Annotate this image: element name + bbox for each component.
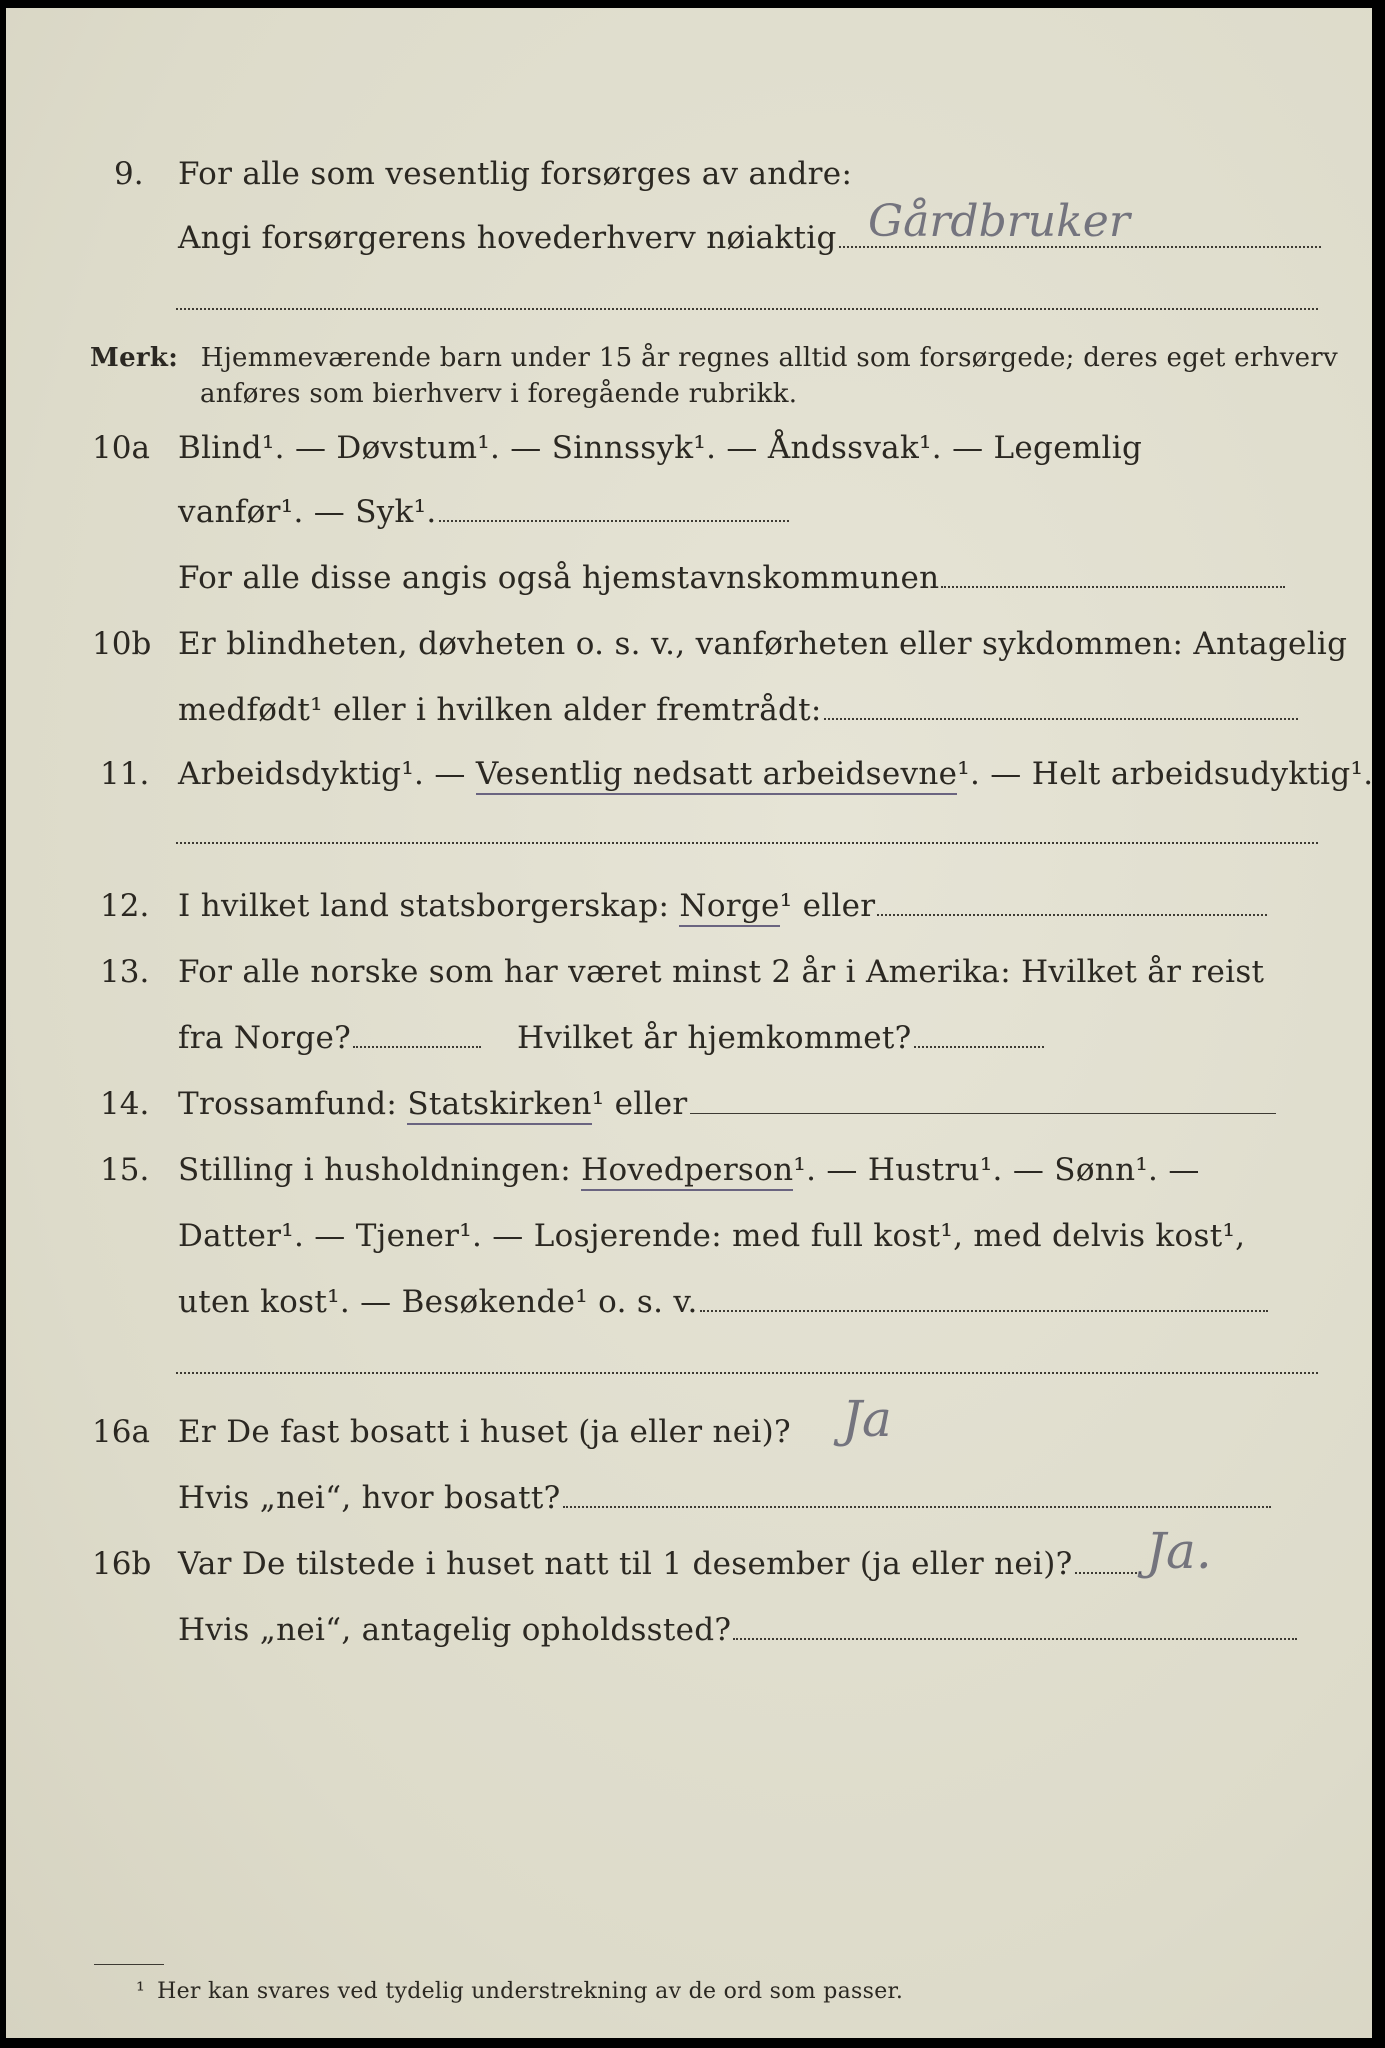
q9-line1: For alle som vesentlig forsørges av andre:	[178, 156, 853, 192]
q9-line2	[178, 218, 1321, 258]
q10a-line2-text: vanfør¹. — Syk¹.	[178, 494, 437, 530]
q16b-line2	[178, 1610, 1297, 1650]
q15-rule	[176, 1372, 1318, 1374]
q16a-line1	[178, 1412, 791, 1452]
q14-number: 14.	[100, 1086, 150, 1122]
footnote	[136, 1972, 903, 2012]
q12-number: 12.	[100, 888, 150, 924]
q14-fill-line	[690, 1113, 1276, 1114]
q16b-fill-line-2	[733, 1638, 1297, 1640]
q13-line1: For alle norske som har været minst 2 år i Amerika: Hvilket år reist	[178, 954, 1265, 990]
census-form-page	[6, 8, 1372, 2038]
q15-line2: Datter¹. — Tjener¹. — Losjerende: med full kost¹, med delvis kost¹,	[178, 1218, 1246, 1254]
q11-rule	[176, 842, 1318, 844]
q10a-line2	[178, 492, 789, 532]
q16b-fill-line	[1075, 1572, 1141, 1574]
q10b-line2-text: medfødt¹ eller i hvilken alder fremtrådt:	[178, 692, 822, 728]
q10a-fill-line-2	[941, 586, 1285, 588]
q9-line2-text: Angi forsørgerens hovederhverv nøiaktig	[178, 220, 837, 256]
merk-label: Merk:	[90, 343, 179, 373]
merk-line1	[90, 338, 1338, 378]
q10b-line2	[178, 690, 1298, 730]
q16b-number: 16b	[92, 1546, 152, 1582]
footnote-mark: ¹	[136, 1979, 146, 2004]
q13-fill-line-b	[914, 1046, 1044, 1048]
q10a-number: 10a	[92, 430, 150, 466]
q13-line2	[178, 1018, 1044, 1058]
q15-line3	[178, 1282, 1268, 1322]
q16a-handwritten-answer: Ja	[842, 1390, 892, 1448]
q16a-line2	[178, 1478, 1271, 1518]
q11-number: 11.	[100, 756, 150, 792]
q9-rule	[176, 308, 1318, 310]
q12-fill-line	[877, 914, 1267, 916]
q16b-line1	[178, 1544, 1141, 1584]
q10b-line1: Er blindheten, døvheten o. s. v., vanførheten eller sykdommen: Antagelig	[178, 626, 1348, 662]
q10b-number: 10b	[92, 626, 152, 662]
q12-line	[178, 886, 1267, 926]
q12-underlined-answer: Norge	[679, 888, 779, 927]
q15-underlined-answer: Hovedperson	[581, 1152, 793, 1191]
q11-part1: Arbeidsdyktig¹. —	[178, 756, 476, 792]
footnote-rule	[94, 1964, 164, 1965]
q12-part1: I hvilket land statsborgerskap:	[178, 888, 680, 924]
q15-line1	[178, 1150, 1200, 1190]
q12-part3: ¹ eller	[779, 888, 876, 924]
q14-part1: Trossamfund:	[178, 1086, 408, 1122]
q10a-line3	[178, 558, 1285, 598]
q13-line2b: Hvilket år hjemkommet?	[517, 1020, 912, 1056]
q10b-fill-line	[824, 718, 1298, 720]
q16a-line1-text: Er De fast bosatt i huset (ja eller nei)?	[178, 1414, 791, 1450]
q11-part3: ¹. — Helt arbeidsudyktig¹.	[957, 756, 1374, 792]
q16a-line2-text: Hvis „nei“, hvor bosatt?	[178, 1480, 561, 1516]
q15-part3: ¹. — Hustru¹. — Sønn¹. —	[793, 1152, 1200, 1188]
q11-underlined-answer: Vesentlig nedsatt arbeidsevne	[476, 756, 957, 795]
q16b-line2-text: Hvis „nei“, antagelig opholdssted?	[178, 1612, 732, 1648]
q9-number: 9.	[114, 156, 144, 192]
q9-handwritten-answer: Gårdbruker	[868, 196, 1130, 247]
q13-line2a: fra Norge?	[178, 1020, 352, 1056]
q10a-fill-line	[439, 520, 789, 522]
q13-fill-line-a	[353, 1046, 481, 1048]
q15-part1: Stilling i husholdningen:	[178, 1152, 582, 1188]
q15-line3-text: uten kost¹. — Besøkende¹ o. s. v.	[178, 1284, 698, 1320]
q15-fill-line	[700, 1310, 1268, 1312]
q16b-handwritten-answer: Ja.	[1146, 1522, 1212, 1580]
q15-number: 15.	[100, 1152, 150, 1188]
q14-underlined-answer: Statskirken	[407, 1086, 591, 1125]
q10a-line3-text: For alle disse angis også hjemstavnskommunen	[178, 560, 940, 596]
q16b-line1-text: Var De tilstede i huset natt til 1 desember (ja eller nei)?	[178, 1546, 1073, 1582]
q14-part3: ¹ eller	[591, 1086, 688, 1122]
q11-line	[178, 754, 1373, 794]
merk-text1: Hjemmeværende barn under 15 år regnes alltid som forsørgede; deres eget erhverv	[200, 343, 1339, 373]
q14-line	[178, 1084, 1276, 1124]
q10a-line1: Blind¹. — Døvstum¹. — Sinnssyk¹. — Åndssvak¹. — Legemlig	[178, 430, 1143, 466]
merk-line2: anføres som bierhverv i foregående rubrikk.	[200, 379, 798, 409]
q16a-number: 16a	[92, 1414, 150, 1450]
q16a-fill-line	[563, 1506, 1271, 1508]
footnote-text: Her kan svares ved tydelig understrekning av de ord som passer.	[157, 1979, 904, 2004]
q13-number: 13.	[100, 954, 150, 990]
